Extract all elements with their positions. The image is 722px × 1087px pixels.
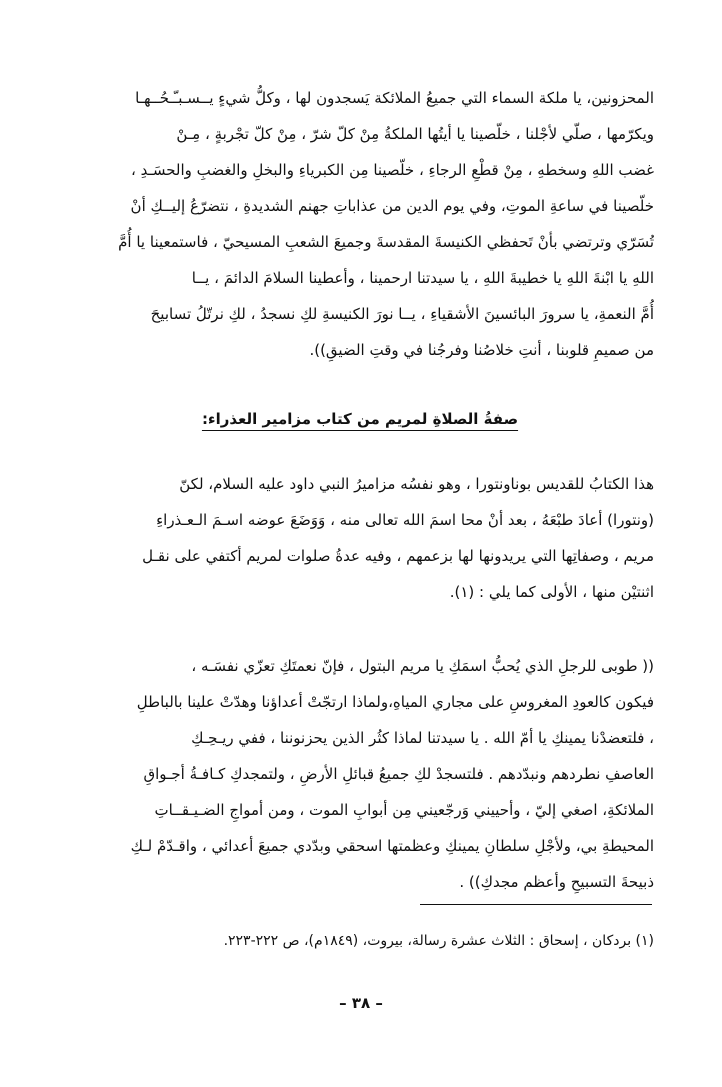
text-line: ذبيحةَ التسبيحِ وأعظم مجدكِ)) . — [459, 873, 654, 891]
text-line: العاصفِ نطردهم ونبدّدهم . فلتسجدْ لكِ جميعُ قبائلِ الأرضِ ، ولتمجدكِ كـافـةُ أجـواقِ — [143, 765, 654, 783]
text-line: (( طوبى للرجلِ الذي يُحبُّ اسمَكِ يا مريم البتول ، فإنّ نعمتَكِ تعزّي نفسَـه ، — [191, 657, 654, 675]
text-line: الملائكةِ، اصغي إليّ ، وأحييني وَرجّعيني مِن أبوابِ الموت ، ومن أمواجِ الضـيـقــاتِ — [154, 801, 654, 819]
page-number: – ٣٨ – — [339, 994, 383, 1012]
text-line: تُسَرّي وترتضي بأنْ تَحفظي الكنيسةَ المقدسةَ وجميعَ الشعبِ المسيحيّ ، فاستمعينا يا أُمَّ — [118, 233, 654, 251]
section-heading — [66, 404, 654, 434]
footnote: (١) بردكان ، إسحاق : الثلاث عشرة رسالة، بيروت، (١٨٤٩م)، ص ٢٢٢-٢٢٣. — [223, 933, 654, 949]
text-line: فيكون كالعودِ المغروسِ على مجاري المياهِ،ولماذا ارتجّتْ أعداؤنا وهدّتْ علينا بالباطلِ — [136, 693, 654, 711]
text-line: ، فلتعضدْنا يمينكِ يا أمّ الله . يا سيدتنا لماذا كثُر الذين يحزنوننا ، ففي ريـحِـكِ — [191, 729, 654, 747]
text-line: من صميمِ قلوبنا ، أنتِ خلاصُنا وفرجُنا في وقتِ الضيقِ)). — [309, 341, 654, 359]
text-line: مريم ، وصفاتِها التي يريدونها لها بزعمهم ، وفيه عدةُ صلوات لمريم أكتفي على نقـل — [142, 547, 654, 565]
text-line: هذا الكتابُ للقديس بوناونتورا ، وهو نفسُه مزاميرُ النبي داود عليه السلام، لكنّ — [179, 475, 654, 493]
text-line: اللهِ يا ابْنةَ اللهِ يا خطيبةَ اللهِ ، يا سيدتنا ارحمينا ، وأعطينا السلامَ الدائمَ ، يــا — [191, 269, 654, 287]
about-paragraph — [66, 466, 654, 610]
footnote-divider — [420, 904, 652, 905]
section-heading-text: صفةُ الصلاةِ لمريم من كتاب مزامير العذراء: — [201, 410, 519, 428]
psalm-quote-paragraph — [66, 648, 654, 900]
text-line: خلّصينا في ساعةِ الموتِ، وفي يوم الدين من عذاباتِ جهنم الشديدةِ ، نتضرّعُ إليــكِ أنْ — [130, 197, 654, 215]
text-line: غضب اللهِ وسخطهِ ، مِنْ قطْعِ الرجاءِ ، خلّصينا مِن الكبرياءِ والبخلِ والغضبِ والحسَـدِ ، — [130, 161, 654, 179]
text-line: المحيطةِ بي، ولأجْلِ سلطانِ يمينكِ وعظمتها اسحقي وبدّدي جميعَ أعدائي ، واقـدّمْ لـكِ — [130, 837, 654, 855]
text-line: (ونتورا) أعادَ طبْعَهُ ، بعد أنْ محا اسمَ الله تعالى منه ، وَوَضَعَ عوضه اسـمَ الـعـذراءِ — [156, 511, 654, 529]
text-line: ويكرّمها ، صلّي لأجْلنا ، خلّصينا يا أيتُها الملكةُ مِنْ كلّ شرّ ، مِنْ كلّ تجْربةٍ ، مِـنْ — [176, 125, 654, 143]
text-line: اثنتيْن منها ، الأولى كما يلي : (١). — [449, 583, 654, 601]
text-line: أُمَّ النعمةِ، يا سرورَ البائسينَ الأشقياءِ ، يــا نورَ الكنيسةِ لكِ نسجدُ ، لكِ نرتّلُ تسابيحَ — [150, 305, 654, 323]
intro-paragraph — [66, 80, 654, 368]
text-line: المحزونين، يا ملكة السماء التي جميعُ الملائكة يَسجدون لها ، وكلُّ شيءٍ يــسـبـّـحُــهـا — [135, 89, 654, 107]
